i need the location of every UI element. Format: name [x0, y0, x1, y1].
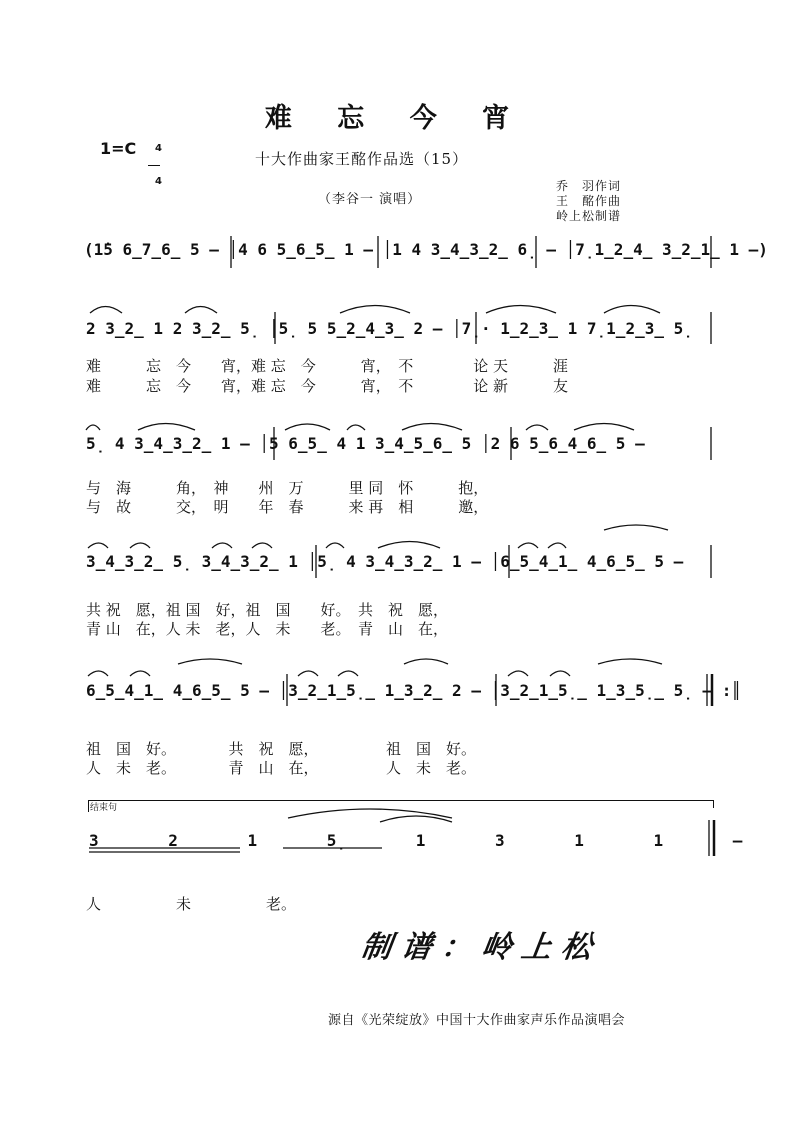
slur — [285, 424, 330, 430]
lyric-3-verse-2: 与 故 交， 明 年 春 来 再 相 邀， — [86, 498, 489, 516]
slur — [86, 425, 100, 430]
slur — [486, 306, 556, 314]
source-note: 源自《光荣绽放》中国十大作曲家声乐作品演唱会 — [328, 1013, 626, 1028]
slur — [252, 543, 272, 548]
score-line-ending: 3 2 1 5̣ 1 3 1 1 – — [89, 831, 773, 850]
slur — [347, 425, 365, 430]
slur — [130, 671, 150, 676]
score-line-3: 5̣ 4 3̲4̲3̲2̲ 1 – │5 6̲5̲ 4 1 3̲4̲5̲6̲ 5 │2 6 5̲6̲4̲6̲ 5 – — [86, 434, 645, 453]
subtitle: 十大作曲家王酩作品选（15） — [255, 150, 469, 168]
slur — [604, 525, 668, 530]
transcriber-signature: 制谱：岭上松 — [359, 930, 604, 965]
slur — [404, 659, 448, 664]
slur — [138, 424, 195, 431]
slur — [340, 306, 410, 314]
score-line-5: 6̲5̲4̲1̲ 4̲6̲5̲ 5 – │3̲2̲1̲5̣̲ 1̲3̲2̲ 2 – │3̲2̲1̲5̣̲ 1̲3̲5̣̲ 5̣ – :║ — [86, 681, 742, 700]
lyricist-credit: 乔 羽作词 — [556, 179, 622, 193]
slur — [508, 671, 528, 676]
slur — [298, 671, 318, 676]
lyric-4-verse-1: 共 祝 愿，祖 国 好，祖 国 好。 共 祝 愿， — [86, 601, 449, 619]
song-title: 难 忘 今 宵 — [264, 103, 528, 134]
slur — [185, 307, 217, 314]
ending-label: 结束句 — [90, 803, 118, 813]
lyric-5-verse-2: 人 未 老。 青 山 在， 人 未 老。 — [86, 759, 477, 777]
meter-top: 4 — [154, 143, 162, 154]
slur — [518, 543, 538, 548]
slur — [130, 543, 150, 548]
meter-bottom: 4 — [154, 176, 162, 187]
score-line-1: (1̇5 6̲7̲6̲ 5 – │4 6 5̲6̲5̲ 1 – │1 4 3̲4̲3̲2̲ 6̣ – │7̣1̲2̲4̲ 3̲2̲1̲ 1 –) — [84, 240, 768, 259]
slur — [212, 543, 232, 548]
slur — [178, 659, 242, 664]
slur — [90, 307, 122, 314]
slur — [326, 543, 344, 548]
lyric-4-verse-2: 青 山 在，人 未 老，人 未 老。 青 山 在， — [86, 620, 449, 638]
slur — [338, 671, 358, 676]
slur — [88, 543, 108, 548]
lyric-2-verse-2: 难 忘 今 宵，难 忘 今 宵， 不 论 新 友 — [86, 377, 569, 395]
lyric-2-verse-1: 难 忘 今 宵，难 忘 今 宵， 不 论 天 涯 — [86, 357, 569, 375]
score-line-4: 3̲4̲3̲2̲ 5̣ 3̲4̲3̲2̲ 1 │5̣ 4 3̲4̲3̲2̲ 1 – │6̲5̲4̲1̲ 4̲6̲5̲ 5 – — [86, 552, 684, 571]
key-signature: 1=C — [100, 139, 137, 158]
score-line-2: 2 3̲2̲ 1 2 3̲2̲ 5̣ │5̣ 5 5̲2̲4̲3̲ 2 – │7̣· 1̲2̲3̲ 1 7̣1̲2̲3̲ 5̣ — [86, 319, 693, 338]
slur — [402, 424, 462, 431]
singer: （李谷一 演唱） — [318, 192, 422, 207]
slur — [526, 425, 548, 430]
slur — [574, 424, 634, 431]
lyric-ending: 人 未 老。 — [86, 895, 297, 913]
slur — [548, 543, 566, 548]
slur — [378, 542, 440, 549]
slur — [604, 306, 660, 314]
slur — [380, 816, 452, 822]
composer-credit: 王 酩作曲 — [556, 194, 622, 208]
lyric-3-verse-1: 与 海 角， 神 州 万 里 同 怀 抱， — [86, 479, 489, 497]
slur — [550, 671, 570, 676]
slur — [598, 659, 662, 664]
lyric-5-verse-1: 祖 国 好。 共 祝 愿， 祖 国 好。 — [86, 740, 477, 758]
transcriber-credit: 岭上松制谱 — [556, 209, 622, 223]
slur — [88, 671, 108, 676]
